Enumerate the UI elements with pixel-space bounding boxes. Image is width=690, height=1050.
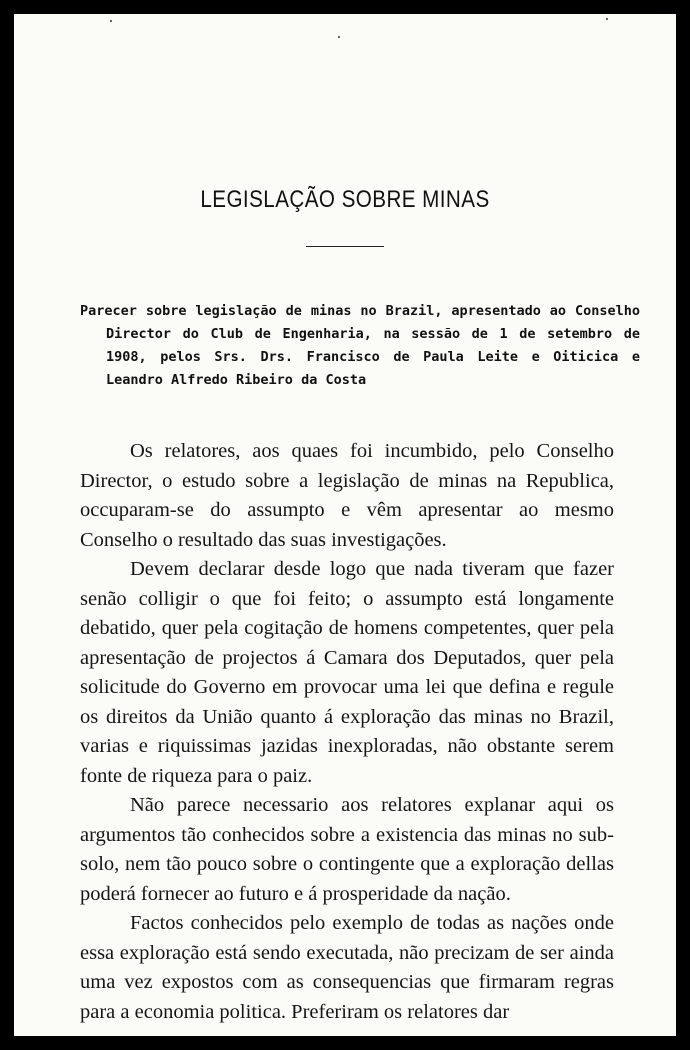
title-divider xyxy=(306,246,384,247)
body-text xyxy=(80,437,614,1027)
paragraph: Os relatores, aos quaes foi incumbido, pelo Conselho Director, o estudo sobre a legislação de minas na Republica, occuparam-se do assumpto e vêm apresentar ao mesmo Conselho o resultado das suas investigações. xyxy=(80,440,614,551)
print-speck xyxy=(338,36,340,38)
paragraph: Factos conhecidos pelo exemplo de todas as nações onde essa exploração está sendo executada, não precizam de ser ainda uma vez expostos com as consequencias que firmaram regras para a economia politica. Preferiram os relatores dar xyxy=(80,912,614,1023)
print-speck xyxy=(606,18,608,20)
print-speck xyxy=(110,20,112,22)
paragraph: Devem declarar desde logo que nada tiveram que fazer senão colligir o que foi feito; o assumpto está longamente debatido, quer pela cogitação de homens competentes, quer pela apresentação de projectos á Camara dos Deputados, quer pela solicitude do Governo em provocar uma lei que defina e regule os direitos da União quanto á exploração das minas no Brazil, varias e riquissimas jazidas inexploradas, não obstante serem fonte de riqueza para o paiz. xyxy=(80,558,614,787)
paragraph: Não parece necessario aos relatores explanar aqui os argumentos tão conhecidos sobre a existencia das minas no sub-solo, nem tão pouco sobre o contingente que a exploração dellas poderá fornecer ao futuro e á prosperidade da nação. xyxy=(80,794,614,905)
page-title: LEGISLAÇÃO SOBRE MINAS xyxy=(200,186,490,213)
document-page xyxy=(14,14,676,1036)
summary-block: Parecer sobre legislação de minas no Brazil, apresentado ao Conselho Director do Club de Engenharia, na sessão de 1 de setembro de 1908, pelos Srs. Drs. Francisco de Paula Leite e Oiticica e Leandro Alfredo Ribeiro da Costa xyxy=(80,303,640,388)
